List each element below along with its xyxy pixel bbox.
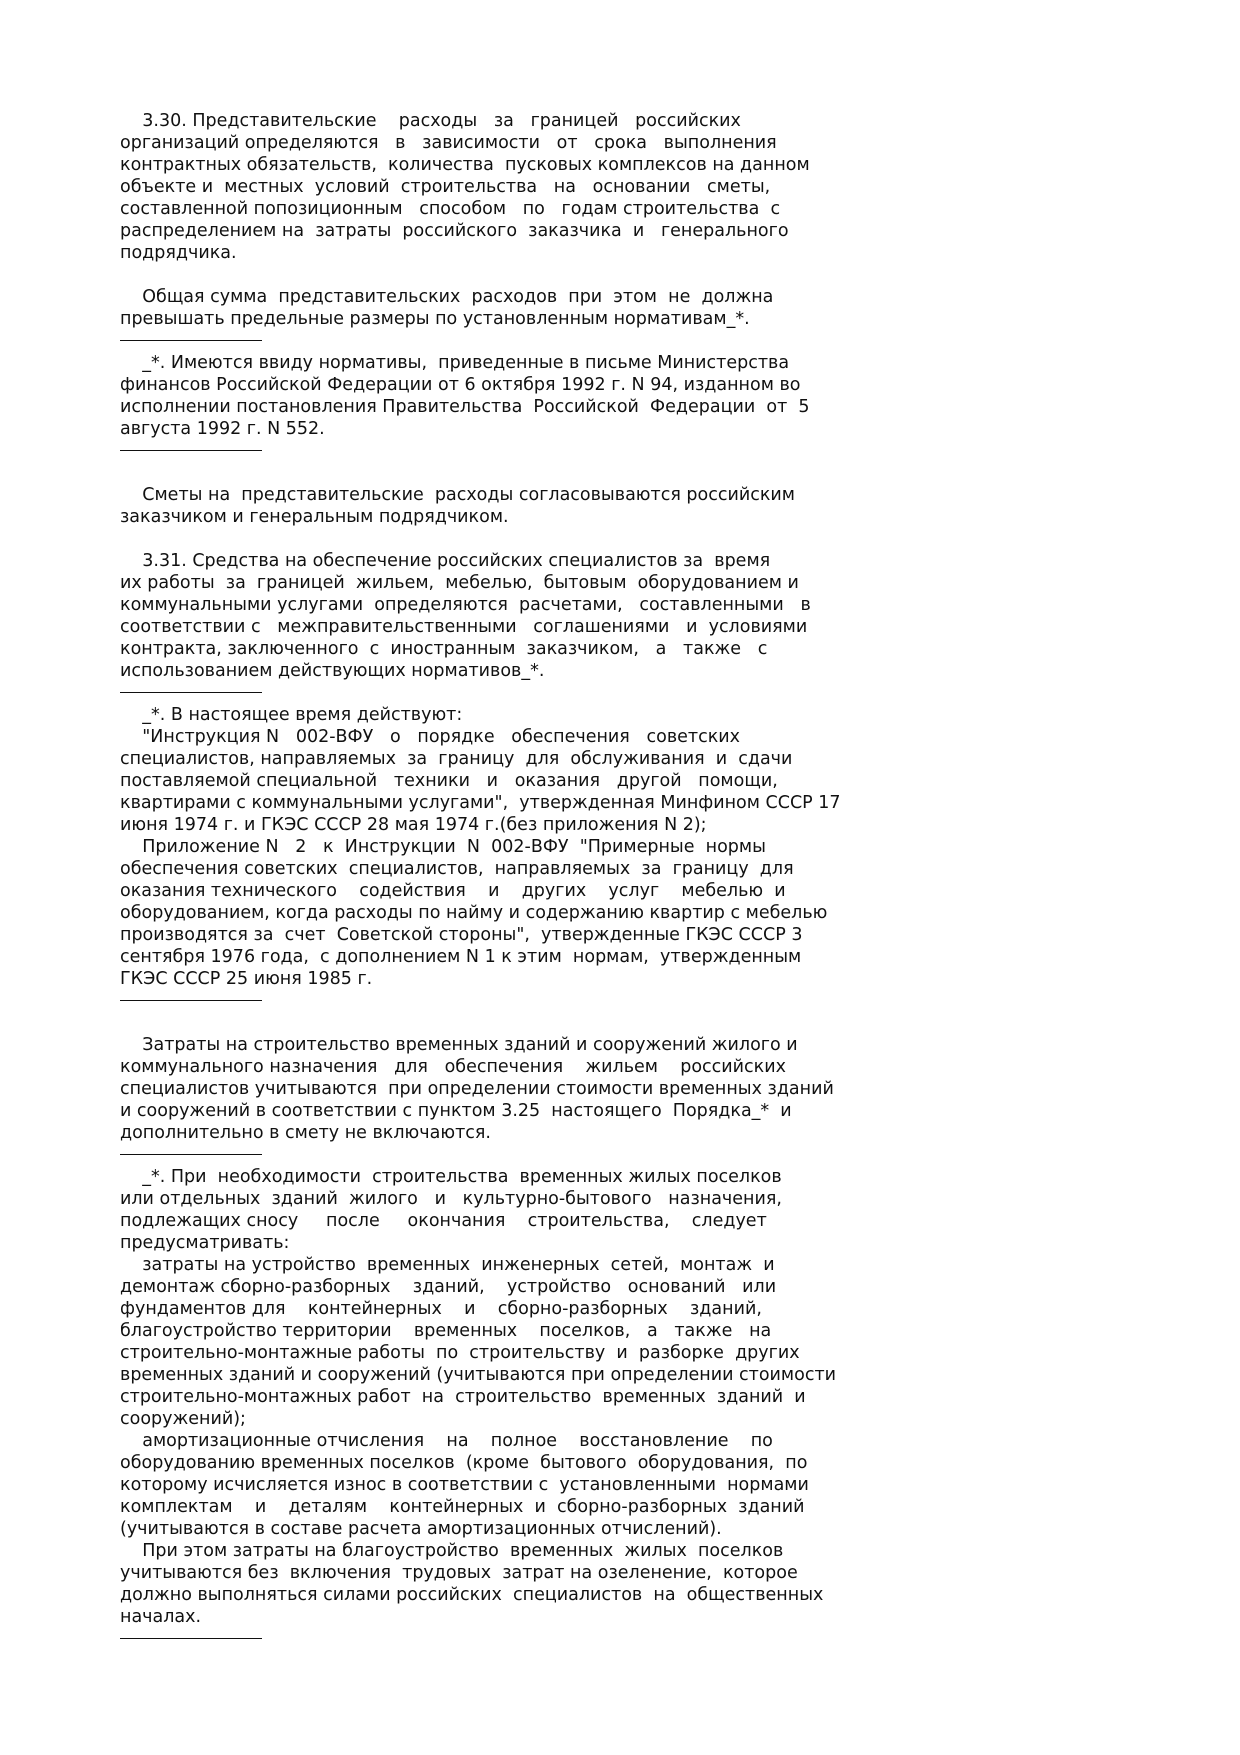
footnote-separator: [120, 340, 262, 341]
text-line: предусматривать:: [120, 1233, 290, 1253]
text-line: или отдельных зданий жилого и культурно-бытового назначения,: [120, 1189, 782, 1209]
text-line: дополнительно в смету не включаются.: [120, 1123, 491, 1143]
text-line: (учитываются в составе расчета амортизационных отчислений).: [120, 1519, 722, 1539]
text-line: распределением на затраты российского заказчика и генерального: [120, 221, 789, 241]
text-line: сооружений);: [120, 1409, 246, 1429]
section-3-30: [120, 110, 1130, 264]
text-line: использованием действующих нормативов_*.: [120, 661, 545, 681]
text-line: квартирами с коммунальными услугами", утвержденная Минфином СССР 17: [120, 793, 841, 813]
text-line: сентября 1976 года, с дополнением N 1 к этим нормам, утвержденным: [120, 947, 802, 967]
text-line: Общая сумма представительских расходов при этом не должна: [120, 287, 774, 307]
text-line: учитываются без включения трудовых затрат на озеленение, которое: [120, 1563, 798, 1583]
text-line: их работы за границей жильем, мебелью, бытовым оборудованием и: [120, 573, 799, 593]
blank-line: [120, 264, 1130, 286]
text-line: При этом затраты на благоустройство временных жилых поселков: [120, 1541, 784, 1561]
text-line: началах.: [120, 1607, 202, 1627]
text-line: "Инструкция N 002-ВФУ о порядке обеспечения советских: [120, 727, 741, 747]
text-line: оказания технического содействия и других услуг мебелью и: [120, 881, 786, 901]
text-line: _*. Имеются ввиду нормативы, приведенные в письме Министерства: [120, 353, 790, 373]
text-line: фундаментов для контейнерных и сборно-разборных зданий,: [120, 1299, 762, 1319]
text-line: оборудованием, когда расходы по найму и содержанию квартир с мебелью: [120, 903, 828, 923]
footnote-end-separator: [120, 1000, 262, 1001]
text-line: временных зданий и сооружений (учитываются при определении стоимости: [120, 1365, 837, 1385]
paragraph-estimates: [120, 484, 1130, 528]
section-3-31: [120, 550, 1130, 682]
text-line: _*. В настоящее время действуют:: [120, 705, 463, 725]
text-line: коммунального назначения для обеспечения жильем российских: [120, 1057, 786, 1077]
footnote-1: [120, 352, 1130, 440]
text-line: подлежащих сносу после окончания строительства, следует: [120, 1211, 767, 1231]
text-line: финансов Российской Федерации от 6 октября 1992 г. N 94, изданном во: [120, 375, 801, 395]
paragraph-temporary-buildings: [120, 1034, 1130, 1144]
text-line: ГКЭС СССР 25 июня 1985 г.: [120, 969, 373, 989]
text-line: 3.31. Средства на обеспечение российских специалистов за время: [120, 551, 771, 571]
text-line: коммунальными услугами определяются расчетами, составленными в: [120, 595, 811, 615]
text-line: Приложение N 2 к Инструкции N 002-ВФУ "Примерные нормы: [120, 837, 766, 857]
footnote-end-separator: [120, 450, 262, 451]
text-line: заказчиком и генеральным подрядчиком.: [120, 507, 509, 527]
text-line: комплектам и деталям контейнерных и сборно-разборных зданий: [120, 1497, 805, 1517]
footnote-separator: [120, 692, 262, 693]
text-line: 3.30. Представительские расходы за границей российских: [120, 111, 741, 131]
footnote-end-separator: [120, 1638, 262, 1639]
text-line: поставляемой специальной техники и оказания другой помощи,: [120, 771, 778, 791]
footnote-3: [120, 1166, 1130, 1628]
text-line: _*. При необходимости строительства временных жилых поселков: [120, 1167, 782, 1187]
blank-line: [120, 528, 1130, 550]
text-line: составленной попозиционным способом по годам строительства с: [120, 199, 781, 219]
paragraph-total-amount: [120, 286, 1130, 330]
text-line: должно выполняться силами российских специалистов на общественных: [120, 1585, 824, 1605]
text-line: производятся за счет Советской стороны", утвержденные ГКЭС СССР 3: [120, 925, 803, 945]
text-line: Сметы на представительские расходы согласовываются российским: [120, 485, 795, 505]
text-line: амортизационные отчисления на полное восстановление по: [120, 1431, 773, 1451]
text-line: которому исчисляется износ в соответствии с установленными нормами: [120, 1475, 809, 1495]
text-line: благоустройство территории временных поселков, а также на: [120, 1321, 772, 1341]
text-line: объекте и местных условий строительства на основании сметы,: [120, 177, 771, 197]
text-line: соответствии с межправительственными соглашениями и условиями: [120, 617, 808, 637]
text-line: специалистов, направляемых за границу для обслуживания и сдачи: [120, 749, 793, 769]
text-line: подрядчика.: [120, 243, 237, 263]
document-body: [120, 110, 1130, 1650]
text-line: контракта, заключенного с иностранным заказчиком, а также с: [120, 639, 768, 659]
text-line: строительно-монтажных работ на строительство временных зданий и: [120, 1387, 806, 1407]
footnote-separator: [120, 1154, 262, 1155]
text-line: обеспечения советских специалистов, направляемых за границу для: [120, 859, 794, 879]
text-line: строительно-монтажные работы по строительству и разборке других: [120, 1343, 800, 1363]
text-line: и сооружений в соответствии с пунктом 3.25 настоящего Порядка_* и: [120, 1101, 792, 1121]
text-line: контрактных обязательств, количества пусковых комплексов на данном: [120, 155, 810, 175]
text-line: превышать предельные размеры по установленным нормативам_*.: [120, 309, 750, 329]
text-line: организаций определяются в зависимости от срока выполнения: [120, 133, 777, 153]
text-line: Затраты на строительство временных зданий и сооружений жилого и: [120, 1035, 798, 1055]
text-line: специалистов учитываются при определении стоимости временных зданий: [120, 1079, 834, 1099]
footnote-2: [120, 704, 1130, 990]
text-line: затраты на устройство временных инженерных сетей, монтаж и: [120, 1255, 775, 1275]
text-line: оборудованию временных поселков (кроме бытового оборудования, по: [120, 1453, 808, 1473]
text-line: июня 1974 г. и ГКЭС СССР 28 мая 1974 г.(без приложения N 2);: [120, 815, 707, 835]
text-line: исполнении постановления Правительства Российской Федерации от 5: [120, 397, 810, 417]
text-line: демонтаж сборно-разборных зданий, устройство оснований или: [120, 1277, 777, 1297]
text-line: августа 1992 г. N 552.: [120, 419, 325, 439]
